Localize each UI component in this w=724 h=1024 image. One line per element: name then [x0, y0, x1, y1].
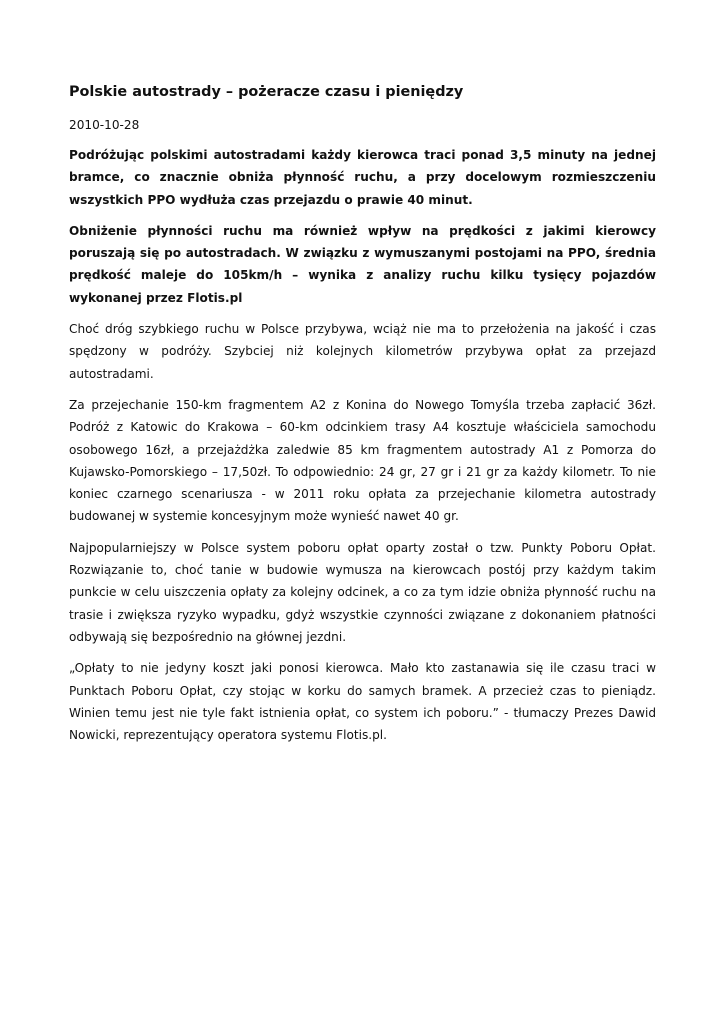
- body-paragraph: „Opłaty to nie jedyny koszt jaki ponosi kierowca. Mało kto zastanawia się ile czasu traci w Punktach Poboru Opłat, czy stojąc w korku do samych bramek. A przecież czas to pieniądz. Winien temu jest nie tyle fakt istnienia opłat, co system ich poboru.” - tłumaczy Prezes Dawid Nowicki, reprezentujący operatora systemu Flotis.pl.: [69, 661, 656, 743]
- body-paragraph: Za przejechanie 150-km fragmentem A2 z Konina do Nowego Tomyśla trzeba zapłacić 36zł. Podróż z Katowic do Krakowa – 60-km odcinkiem trasy A4 kosztuje właściciela samochodu osobowego 16zł, a przejażdżka zaledwie 85 km fragmentem autostrady A1 z Pomorza do Kujawsko-Pomorskiego – 17,50zł. To odpowiednio: 24 gr, 27 gr i 21 gr za każdy kilometr. To nie koniec czarnego scenariusza - w 2011 roku opłata za przejechanie kilometra autostrady budowanej w systemie koncesyjnym może wynieść nawet 40 gr.: [69, 397, 656, 524]
- article-title: Polskie autostrady – pożeracze czasu i pieniędzy: [69, 84, 464, 100]
- article-date: 2010-10-28: [69, 118, 140, 132]
- lead-paragraph: Podróżując polskimi autostradami każdy kierowca traci ponad 3,5 minuty na jednej bramce, co znacznie obniża płynność ruchu, a przy docelowym rozmieszczeniu wszystkich PPO wydłuża czas przejazdu o prawie 40 minut.: [69, 148, 656, 207]
- body-paragraph: Choć dróg szybkiego ruchu w Polsce przybywa, wciąż nie ma to przełożenia na jakość i czas spędzony w podróży. Szybciej niż kolejnych kilometrów przybywa opłat za przejazd autostradami.: [69, 322, 656, 381]
- body-paragraph: Najpopularniejszy w Polsce system poboru opłat oparty został o tzw. Punkty Poboru Opłat. Rozwiązanie to, choć tanie w budowie wymusza na kierowcach postój przy każdym takim punkcie w celu uiszczenia opłaty za kolejny odcinek, a co za tym idzie obniża płynność ruchu na trasie i zwiększa ryzyko wypadku, gdyż wszystkie czynności związane z dokonaniem płatności odbywają się bezpośrednio na głównej jezdni.: [69, 540, 656, 644]
- lead-paragraph: Obniżenie płynności ruchu ma również wpływ na prędkości z jakimi kierowcy poruszają się po autostradach. W związku z wymuszanymi postojami na PPO, średnia prędkość maleje do 105km/h – wynika z analizy ruchu kilku tysięcy pojazdów wykonanej przez Flotis.pl: [69, 223, 656, 305]
